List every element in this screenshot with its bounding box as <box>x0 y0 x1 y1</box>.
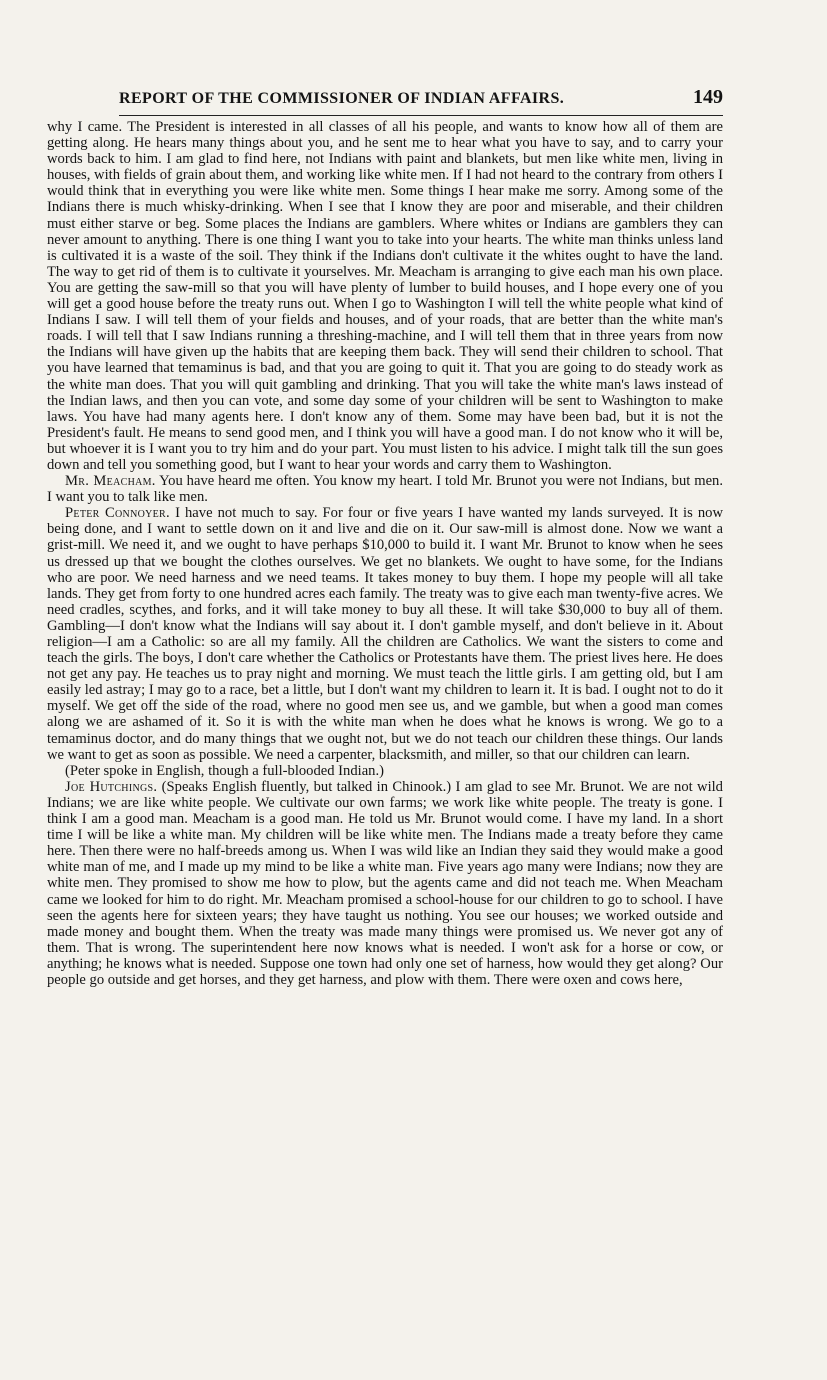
paragraph-text: You have heard me often. You know my heart. I told Mr. Brunot you were not Indians, but men. I want you to talk like men. <box>47 473 723 506</box>
paragraph <box>47 505 723 763</box>
paragraph <box>47 119 723 473</box>
paragraph-text: (Peter spoke in English, though a full-blooded Indian.) <box>65 762 384 779</box>
running-title: REPORT OF THE COMMISSIONER OF INDIAN AFFAIRS. <box>119 90 565 107</box>
paragraph-text: (Speaks English fluently, but talked in Chinook.) I am glad to see Mr. Brunot. We are not wild Indians; we are like white people. We cultivate our own farms; we work like white people. The treaty is gone. I think I am a good man. Meacham is a good man. He told us Mr. Brunot would come. I have my land. In a short time I will be like a white man. My children will be like white men. The Indians made a treaty before they came here. Then there were no half-breeds among us. When I was wild like an Indian they said they would make a good white man of me, and I made up my mind to be like a white man. Five years ago many were Indians; now they are white men. They promised to show me how to plow, but the agents came and did not teach me. When Meacham came we looked for him to do right. Mr. Meacham promised a school-house for our children to go to school. I have seen the agents here for sixteen years; they have taught us nothing. You see our houses; we worked outside and made money and bought them. When the treaty was made many things were promised us. We never got any of them. That is wrong. The superintendent here now knows what is needed. I won't ask for a horse or cow, or anything; he knows what is needed. Suppose one town had only one set of harness, how would they get along? Our people go outside and get horses, and they get harness, and plow with them. There were oxen and cows here, <box>47 778 723 988</box>
speaker-name: Mr. Meacham. <box>65 473 156 490</box>
page-header <box>119 86 723 116</box>
speaker-name: Peter Connoyer. <box>65 505 170 522</box>
page-number: 149 <box>693 86 723 108</box>
body-text <box>47 119 723 988</box>
paragraph <box>47 473 723 505</box>
speaker-name: Joe Hutchings. <box>65 778 158 795</box>
paragraph <box>47 763 723 779</box>
paragraph-text: why I came. The President is interested in all classes of all his people, and wants to know how all of them are getting along. He hears many things about you, and he sent me to hear what you have to say, and to carry your words back to him. I am glad to find here, not Indians with paint and blankets, but men like white men, living in houses, with fields of grain about them, and working like white men. If I had not heard to the contrary from others I would think that in everything you were like white men. Some things I hear make me sorry. Among some of the Indians there is much whisky-drinking. When I see that I know they are poor and miserable, and their children must either starve or beg. Some places the Indians are gamblers. Where whites or Indians are gamblers they can never amount to anything. There is one thing I want you to take into your hearts. The white man thinks unless land is cultivated it is a waste of the soil. They think if the Indians don't cultivate it the whites ought to have the land. The way to get rid of them is to cultivate it yourselves. Mr. Meacham is arranging to give each man his own place. You are getting the saw-mill so that you will have plenty of lumber to build houses, and I hope every one of you will get a good house before the treaty runs out. When I go to Washington I will tell the white people what kind of Indians I saw. I will tell them of your fields and houses, and of your roads, that are better than the white man's roads. I will tell that I saw Indians running a threshing-machine, and I will tell them that in three years from now the Indians will have given up the habits that are keeping them back. They will send their children to school. That you have learned that temaminus is bad, and that you are going to quit it. That you are going to do steady work as the white man does. That you will quit gambling and drinking. That you will take the white man's laws instead of the Indian laws, and then you can vote, and some day some of your children will be sent to Washington to make laws. You have had many agents here. I don't know any of them. Some may have been bad, but it is not the President's fault. He means to send good men, and I think you will have a good man. I do not know who it will be, but whoever it is I want you to try him and do your part. You must listen to his advice. I might talk till the sun goes down and tell you something good, but I want to hear your words and carry them to Washington. <box>47 119 723 473</box>
paragraph-text: I have not much to say. For four or five years I have wanted my lands surveyed. It is now being done, and I want to settle down on it and live and die on it. Our saw-mill is almost done. Now we want a grist-mill. We need it, and we ought to have perhaps $10,000 to build it. I want Mr. Brunot to know when he sees us dressed up that we bought the clothes ourselves. We get no blankets. We ought to have some, for the Indians who are poor. We need harness and we need teams. It takes money to buy them. I hope my people will all take lands. They get from forty to one hundred acres each family. The treaty was to give each man twenty-five acres. We need cradles, scythes, and forks, and it will take money to buy all these. It will take $30,000 to buy all of them. Gambling—I don't know what the Indians will say about it. I don't gamble myself, and don't believe in it. About religion—I am a Catholic: so are all my family. All the children are Catholics. We want the sisters to come and teach the girls. The boys, I don't care whether the Catholics or Protestants have them. The priest lives here. He does not get any pay. He teaches us to pray night and morning. We must teach the little girls. I am getting old, but I am easily led astray; I may go to a race, bet a little, but I don't want my children to learn it. It is bad. I ought not to do it myself. We get off the side of the road, where no good men see us, and we gamble, but when a good man comes along we are ashamed of it. So it is with the white man when he does what he knows is wrong. We go to a temaminus doctor, and do many things that we ought not, but we do not teach our children these things. Our lands we want to get as soon as possible. We need a carpenter, blacksmith, and miller, so that our children can learn. <box>47 505 723 763</box>
paragraph <box>47 779 723 988</box>
